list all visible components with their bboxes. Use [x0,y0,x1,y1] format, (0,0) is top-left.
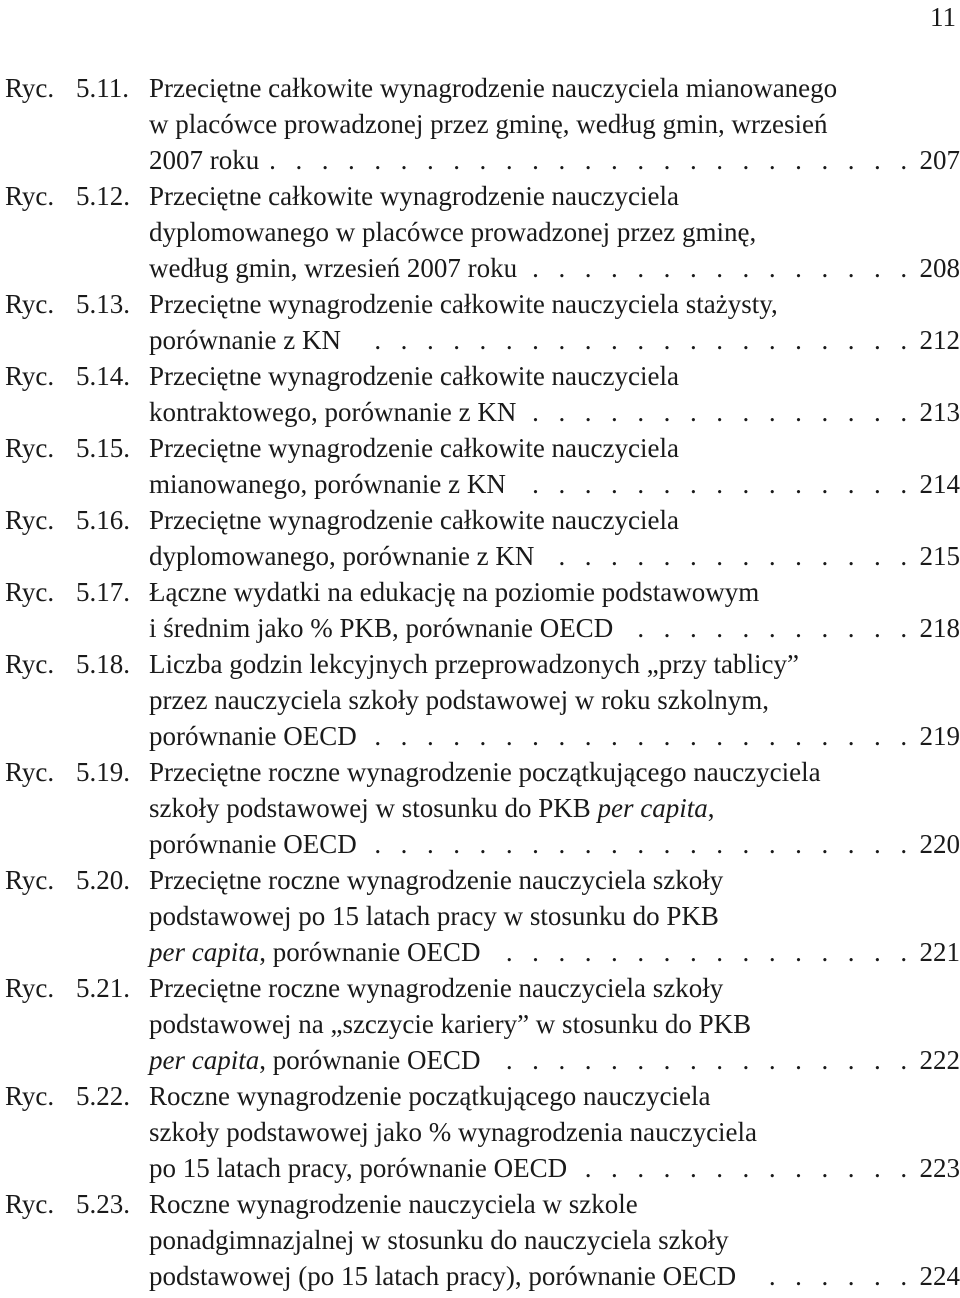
caption-line [149,682,960,718]
figure-label: Ryc. [5,1081,55,1111]
caption-text: Przeciętne roczne wynagrodzenie nauczyciela szkoły [149,865,724,895]
figure-label: Ryc. [5,73,55,103]
caption-line [149,466,960,502]
caption-text: dyplomowanego w placówce prowadzonej przez gminę, [149,217,757,247]
figure-caption [149,574,960,646]
caption-text: Przeciętne roczne wynagrodzenie nauczyciela szkoły [149,973,724,1003]
italic-text: per capita [597,793,708,823]
figure-number: 5.23. [76,1189,130,1219]
dot-leader [353,322,914,358]
page-reference: 218 [919,613,960,643]
caption-text: Przeciętne roczne wynagrodzenie początkującego nauczyciela [149,757,821,787]
page-reference: 207 [919,145,960,175]
page-reference: 221 [919,937,960,967]
figure-caption [149,1078,960,1186]
dot-leader [492,934,913,970]
figure-number: 5.13. [76,289,130,319]
caption-line [149,1078,960,1114]
figure-number: 5.20. [76,865,130,895]
page-reference: 222 [919,1045,960,1075]
caption-line [149,790,960,826]
caption-text: mianowanego, porównanie z KN [149,469,506,499]
figure-label: Ryc. [5,649,55,679]
caption-text: porównanie OECD [149,829,357,859]
caption-line [149,646,960,682]
figure-caption [149,178,960,286]
page-reference: 214 [919,469,960,499]
caption-line [149,214,960,250]
caption-text: Roczne wynagrodzenie początkującego nauczyciela [149,1081,711,1111]
caption-text: ponadgimnazjalnej w stosunku do nauczyciela szkoły [149,1225,729,1255]
figure-number: 5.12. [76,181,130,211]
figure-caption [149,970,960,1078]
page-reference: 219 [919,721,960,751]
caption-line [149,430,960,466]
caption-text: Roczne wynagrodzenie nauczyciela w szkole [149,1189,638,1219]
toc-entry [5,646,960,754]
caption-text: Przeciętne wynagrodzenie całkowite nauczyciela stażysty, [149,289,778,319]
caption-text: szkoły podstawowej w stosunku do PKB per capita, [149,793,715,823]
page-reference: 224 [919,1261,960,1291]
figure-label: Ryc. [5,505,55,535]
toc-entry [5,502,960,574]
caption-text: kontraktowego, porównanie z KN [149,397,517,427]
caption-line [149,574,960,610]
dot-leader [369,718,914,754]
caption-text: Przeciętne wynagrodzenie całkowite nauczyciela [149,361,679,391]
dot-leader [529,250,913,286]
caption-text: porównanie z KN [149,325,341,355]
page-reference: 213 [919,397,960,427]
page-number: 11 [930,2,956,32]
figure-label: Ryc. [5,577,55,607]
caption-line [149,826,960,862]
caption-text: po 15 latach pracy, porównanie OECD [149,1153,568,1183]
caption-line [149,718,960,754]
figure-caption [149,70,960,178]
caption-text: przez nauczyciela szkoły podstawowej w roku szkolnym, [149,685,770,715]
list-of-figures [5,70,960,1294]
figure-caption [149,646,960,754]
caption-text: per capita, porównanie OECD [149,1045,481,1075]
figure-number: 5.17. [76,577,130,607]
caption-line [149,250,960,286]
dot-leader [546,538,913,574]
caption-text: per capita, porównanie OECD [149,937,481,967]
figure-number: 5.22. [76,1081,130,1111]
caption-line [149,610,960,646]
toc-entry [5,862,960,970]
dot-leader [625,610,913,646]
caption-line [149,394,960,430]
caption-line [149,106,960,142]
caption-line [149,178,960,214]
figure-caption [149,358,960,430]
dot-leader [369,826,914,862]
italic-text: per capita [149,1045,260,1075]
figure-number: 5.19. [76,757,130,787]
caption-line [149,862,960,898]
page-reference: 215 [919,541,960,571]
toc-entry [5,430,960,502]
caption-text: porównanie OECD [149,721,357,751]
figure-label: Ryc. [5,973,55,1003]
figure-caption [149,430,960,502]
caption-line [149,1258,960,1294]
figure-label: Ryc. [5,865,55,895]
dot-leader [579,1150,913,1186]
toc-entry [5,286,960,358]
caption-line [149,286,960,322]
caption-text: podstawowej po 15 latach pracy w stosunku do PKB [149,901,719,931]
page-reference: 220 [919,829,960,859]
figure-number: 5.21. [76,973,130,1003]
caption-line [149,1114,960,1150]
caption-line [149,358,960,394]
figure-number: 5.18. [76,649,130,679]
caption-text: Łączne wydatki na edukację na poziomie podstawowym [149,577,760,607]
dot-leader [748,1258,913,1294]
figure-label: Ryc. [5,1189,55,1219]
caption-text: Przeciętne całkowite wynagrodzenie nauczyciela [149,181,679,211]
caption-text: Przeciętne wynagrodzenie całkowite nauczyciela [149,505,679,535]
caption-text: dyplomowanego, porównanie z KN [149,541,535,571]
dot-leader [518,466,914,502]
caption-text: Przeciętne całkowite wynagrodzenie nauczyciela mianowanego [149,73,838,103]
figure-number: 5.11. [76,73,129,103]
figure-number: 5.16. [76,505,130,535]
caption-line [149,934,960,970]
caption-text: podstawowej (po 15 latach pracy), porównanie OECD [149,1261,737,1291]
figure-label: Ryc. [5,757,55,787]
dot-leader [271,142,913,178]
toc-entry [5,70,960,178]
caption-line [149,1222,960,1258]
caption-line [149,502,960,538]
caption-line [149,754,960,790]
dot-leader [492,1042,913,1078]
page-reference: 208 [919,253,960,283]
figure-label: Ryc. [5,361,55,391]
caption-line [149,1150,960,1186]
toc-entry [5,1078,960,1186]
caption-line [149,142,960,178]
figure-caption [149,862,960,970]
figure-label: Ryc. [5,181,55,211]
page-reference: 212 [919,325,960,355]
dot-leader [528,394,913,430]
caption-text: i średnim jako % PKB, porównanie OECD [149,613,614,643]
figure-caption [149,286,960,358]
toc-entry [5,574,960,646]
caption-text: szkoły podstawowej jako % wynagrodzenia nauczyciela [149,1117,758,1147]
figure-number: 5.14. [76,361,130,391]
caption-line [149,538,960,574]
caption-line [149,1006,960,1042]
figure-caption [149,1186,960,1294]
caption-text: podstawowej na „szczycie kariery” w stosunku do PKB [149,1009,752,1039]
italic-text: per capita [149,937,260,967]
caption-text: 2007 roku [149,145,260,175]
caption-text: według gmin, wrzesień 2007 roku [149,253,518,283]
caption-line [149,1042,960,1078]
caption-text: w placówce prowadzonej przez gminę, według gmin, wrzesień [149,109,828,139]
caption-line [149,898,960,934]
toc-entry [5,358,960,430]
toc-entry [5,754,960,862]
caption-line [149,70,960,106]
caption-text: Przeciętne wynagrodzenie całkowite nauczyciela [149,433,679,463]
page-reference: 223 [919,1153,960,1183]
caption-line [149,970,960,1006]
caption-text: Liczba godzin lekcyjnych przeprowadzonych „przy tablicy” [149,649,799,679]
figure-number: 5.15. [76,433,130,463]
figure-caption [149,502,960,574]
toc-entry [5,970,960,1078]
caption-line [149,322,960,358]
caption-line [149,1186,960,1222]
figure-label: Ryc. [5,433,55,463]
toc-entry [5,178,960,286]
toc-entry [5,1186,960,1294]
figure-label: Ryc. [5,289,55,319]
figure-caption [149,754,960,862]
